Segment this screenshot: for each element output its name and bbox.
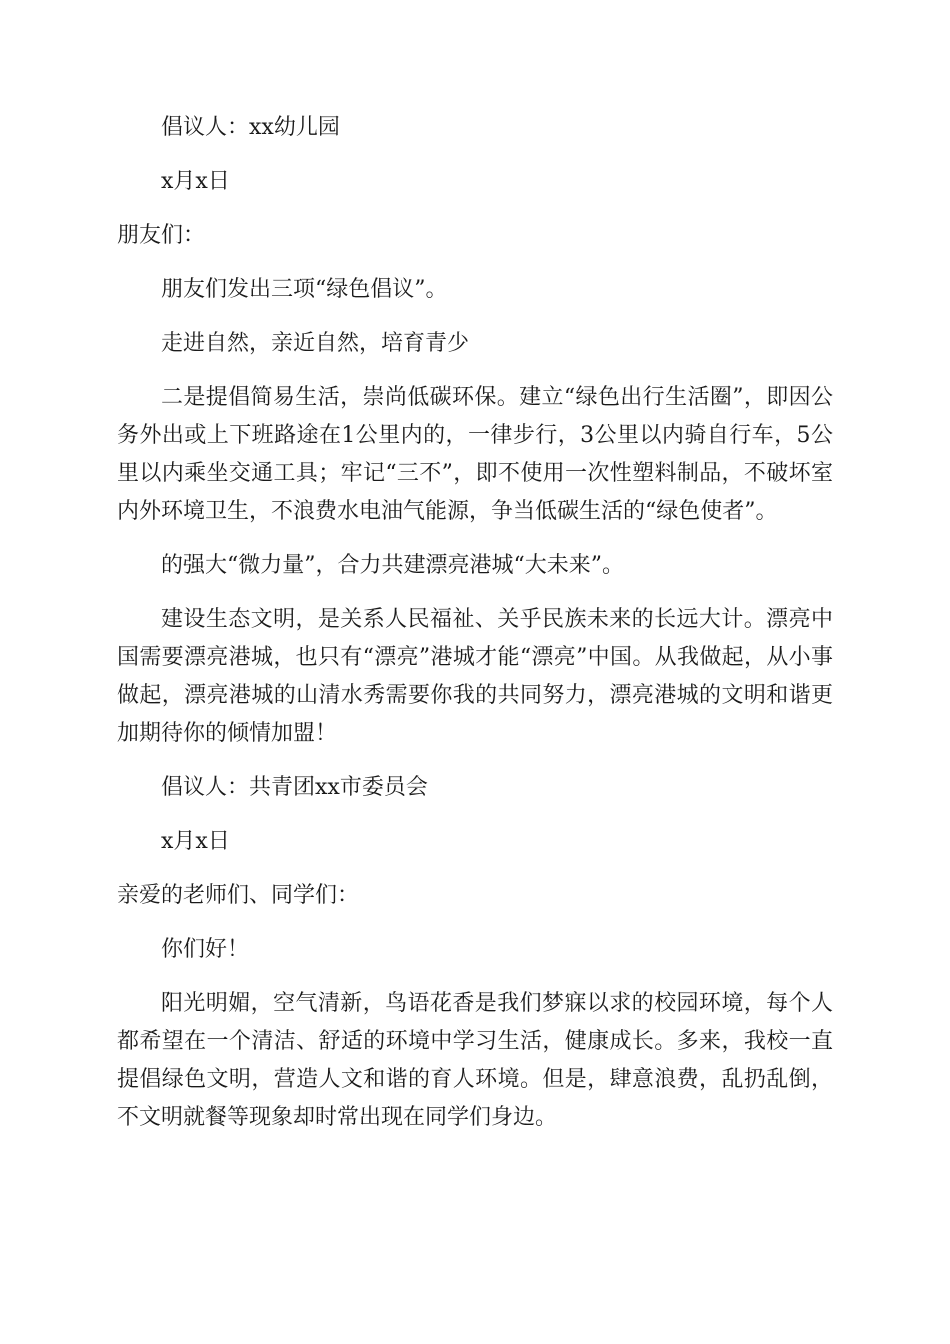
salutation-teachers-students: 亲爱的老师们、同学们： [117,883,360,908]
paragraph-micro-power: 的强大“微力量”，合力共建漂亮港城“大未来”。 [161,553,624,578]
signature-kindergarten: 倡议人：xx幼儿园 [161,115,340,140]
paragraph-low-carbon: 二是提倡简易生活，崇尚低碳环保。建立“绿色出行生活圈”，即因公务外出或上下班路途在1公里内的，一律步行，3公里以内骑自行车，5公里以内乘坐交通工具；牢记“三不”，即不使用一次性塑料制品，不破坏室内外环境卫生，不浪费水电油气能源，争当低碳生活的“绿色使者”。 [117,385,833,524]
date-line: x月x日 [161,829,230,854]
paragraph-ecological-civilization: 建设生态文明，是关系人民福祉、关乎民族未来的长远大计。漂亮中国需要漂亮港城，也只有“漂亮”港城才能“漂亮”中国。从我做起，从小事做起，漂亮港城的山清水秀需要你我的共同努力，漂亮港城的文明和谐更加期待你的倾情加盟！ [117,607,833,746]
paragraph-campus-environment: 阳光明媚，空气清新，鸟语花香是我们梦寐以求的校园环境，每个人都希望在一个清洁、舒适的环境中学习生活，健康成长。多来，我校一直提倡绿色文明，营造人文和谐的育人环境。但是，肆意浪费，乱扔乱倒，不文明就餐等现象却时常出现在同学们身边。 [117,991,833,1130]
date-line: x月x日 [161,169,230,194]
document-body [117,109,833,1153]
salutation-friends: 朋友们： [117,223,206,248]
signature-youth-league: 倡议人：共青团xx市委员会 [161,775,428,800]
paragraph-nature: 走进自然，亲近自然，培育青少 [161,331,470,356]
greeting: 你们好！ [161,937,250,962]
paragraph-green-initiatives: 朋友们发出三项“绿色倡议”。 [161,277,448,302]
